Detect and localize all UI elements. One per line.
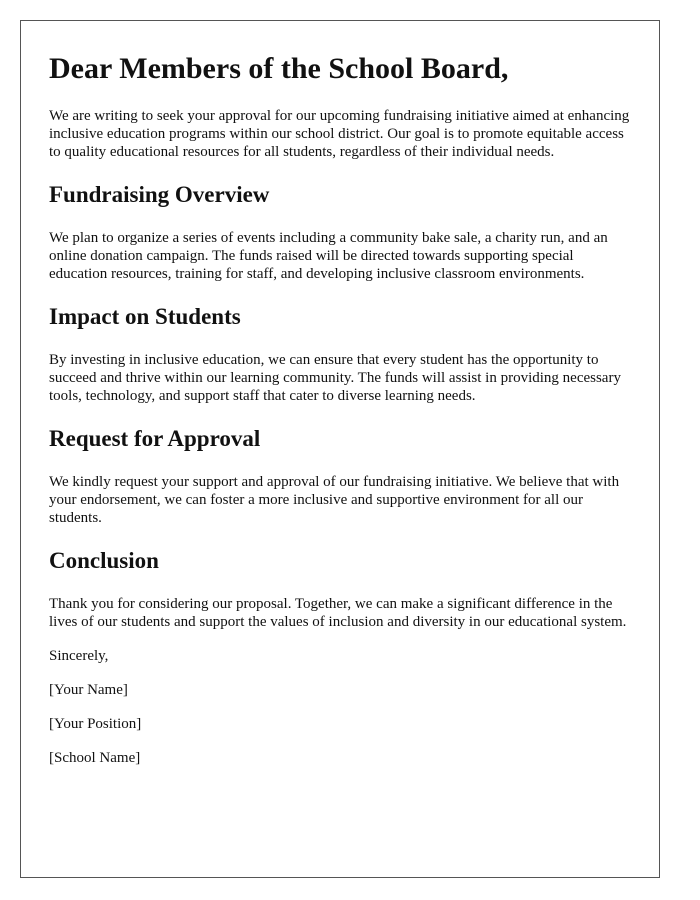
section-heading-request-for-approval: Request for Approval: [49, 426, 261, 451]
section-body-conclusion: Thank you for considering our proposal. Together, we can make a significant difference in the lives of our students and support the values of inclusion and diversity in our educational system.: [49, 596, 627, 630]
valediction: Sincerely,: [49, 648, 109, 664]
section-body-impact-on-students: By investing in inclusive education, we can ensure that every student has the opportunity to succeed and thrive within our learning community. The funds will assist in providing necessary tools, technology, and support staff that cater to diverse learning needs.: [49, 352, 621, 404]
section-body-fundraising-overview: We plan to organize a series of events including a community bake sale, a charity run, and an online donation campaign. The funds raised will be directed towards supporting special education resources, training for staff, and developing inclusive classroom environments.: [49, 230, 608, 282]
section-heading-fundraising-overview: Fundraising Overview: [49, 182, 270, 207]
signature-school: [School Name]: [49, 750, 141, 766]
letter-salutation: Dear Members of the School Board,: [49, 52, 509, 85]
letter-page: [20, 20, 660, 878]
signature-position: [Your Position]: [49, 716, 142, 732]
section-body-request-for-approval: We kindly request your support and approval of our fundraising initiative. We believe that with your endorsement, we can foster a more inclusive and supportive environment for all our students.: [49, 474, 620, 526]
signature-name: [Your Name]: [49, 682, 128, 698]
section-heading-conclusion: Conclusion: [49, 548, 159, 573]
intro-paragraph: We are writing to seek your approval for our upcoming fundraising initiative aimed at enhancing inclusive education programs within our school district. Our goal is to promote equitable access to quality educational resources for all students, regardless of their individual needs.: [49, 108, 630, 160]
section-heading-impact-on-students: Impact on Students: [49, 304, 241, 329]
